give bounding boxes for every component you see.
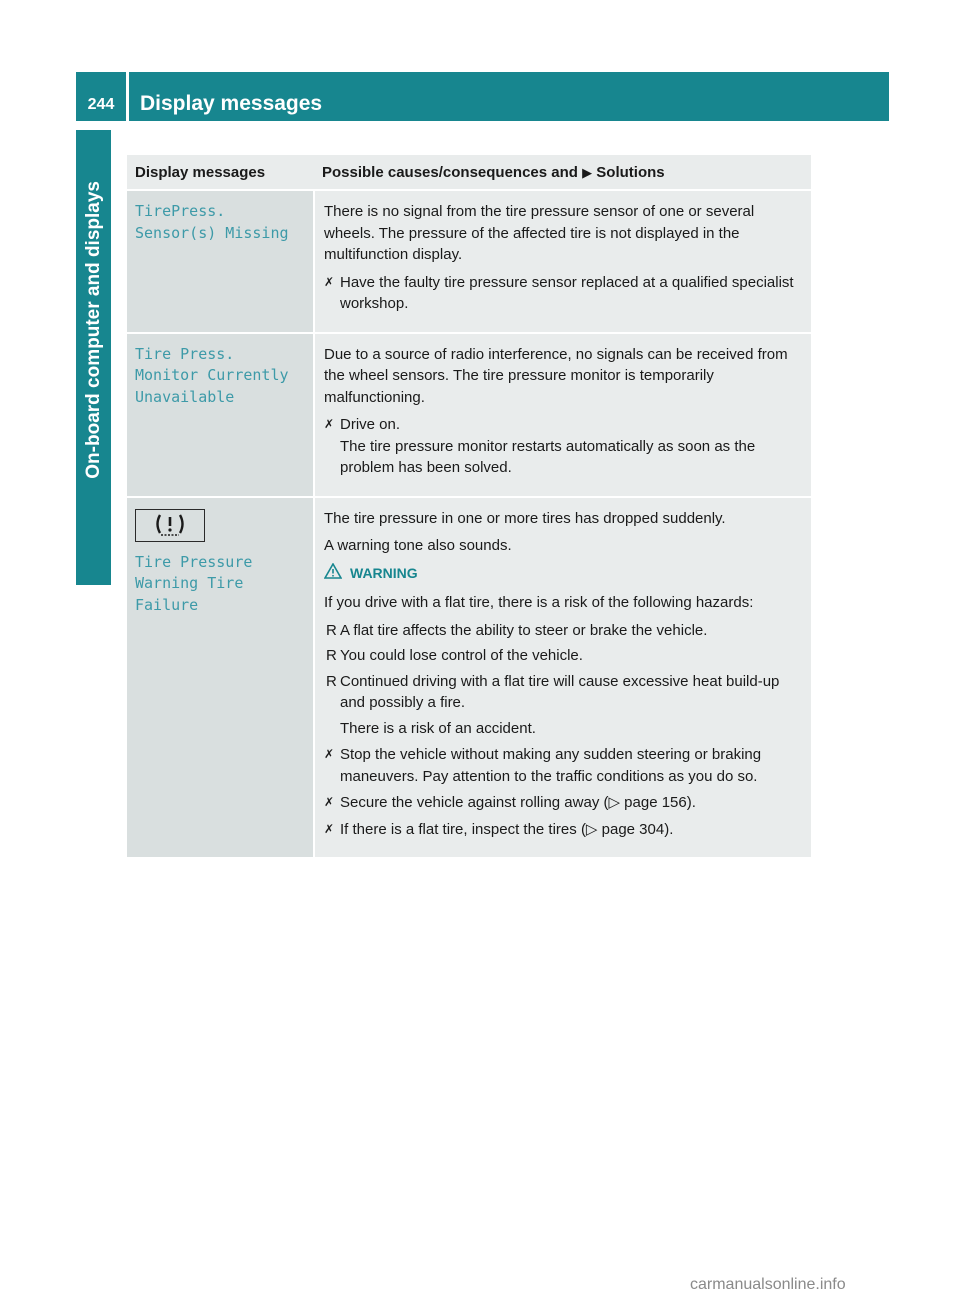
page-number: 244	[87, 96, 115, 113]
column-header-solutions	[314, 155, 811, 190]
bullet-text: A flat tire affects the ability to steer or brake the vehicle.	[340, 621, 708, 639]
step-text: Secure the vehicle against rolling away (▷ page 156).	[340, 794, 696, 811]
step-arrow-icon: ✗	[324, 821, 335, 836]
description-text: The tire pressure in one or more tires has dropped suddenly.	[324, 509, 726, 527]
page-header	[76, 72, 889, 121]
table-row	[127, 497, 811, 859]
message-description-cell	[314, 190, 811, 333]
side-tab-label: On-board computer and displays	[82, 181, 104, 479]
tire-pressure-warning-icon	[135, 509, 205, 542]
column-header-causes: Possible causes/consequences and	[322, 164, 578, 181]
message-code-cell	[127, 190, 314, 333]
solution-step	[324, 272, 805, 315]
bullet-marker: R	[326, 647, 337, 664]
hazard-bullet	[324, 620, 805, 642]
description-text: There is no signal from the tire pressure sensor of one or several wheels. The pressure of the affected tire is not displayed in the multifunction display.	[324, 203, 755, 263]
message-code-cell	[127, 497, 314, 859]
risk-text: There is a risk of an accident.	[340, 719, 536, 737]
step-arrow-icon: ✗	[324, 417, 335, 431]
message-description-cell	[314, 333, 811, 497]
hazard-bullet	[324, 671, 805, 714]
solution-step	[324, 792, 805, 814]
column-header-display-messages: Display messages	[127, 155, 314, 190]
warning-heading	[324, 563, 805, 586]
header-divider	[126, 72, 129, 121]
page-title: Display messages	[140, 92, 323, 115]
bullet-text: Continued driving with a flat tire will cause excessive heat build-up and possibly a fire.	[340, 672, 780, 711]
bullet-marker: R	[326, 672, 337, 690]
watermark: carmanualsonline.info	[690, 1276, 846, 1293]
message-description-cell	[314, 497, 811, 859]
solution-step	[324, 819, 805, 841]
step-text: If there is a flat tire, inspect the tires (▷ page 304).	[340, 820, 674, 838]
message-code: TirePress. Sensor(s) Missing	[135, 202, 289, 242]
hazard-bullet	[324, 645, 805, 667]
message-code: Tire Pressure Warning Tire Failure	[135, 552, 253, 614]
description-text: A warning tone also sounds.	[324, 537, 512, 554]
solutions-arrow-icon: ▶	[582, 165, 593, 180]
step-result-text: The tire pressure monitor restarts automatically as soon as the problem has been solved.	[340, 437, 756, 476]
message-code-cell	[127, 333, 314, 497]
step-text: Drive on.	[340, 416, 401, 433]
step-arrow-icon: ✗	[324, 795, 335, 809]
bullet-marker: R	[326, 621, 337, 639]
solution-step	[324, 744, 805, 787]
description-text: Due to a source of radio interference, no signals can be received from the wheel sensors. The tire pressure monitor is temporarily malfunctioning.	[324, 345, 788, 406]
step-arrow-icon: ✗	[324, 747, 335, 761]
column-header-solutions-label: Solutions	[596, 164, 665, 181]
table-row	[127, 190, 811, 333]
step-arrow-icon: ✗	[324, 274, 335, 289]
side-tab-label-wrap	[76, 130, 111, 530]
table-row	[127, 333, 811, 497]
display-messages-table	[127, 155, 811, 859]
step-text: Have the faulty tire pressure sensor replaced at a qualified specialist workshop.	[340, 273, 794, 312]
message-code: Tire Press. Monitor Currently Unavailable	[135, 344, 289, 406]
bullet-text: You could lose control of the vehicle.	[340, 647, 583, 664]
warning-label: WARNING	[350, 565, 418, 581]
warning-triangle-icon	[324, 563, 342, 586]
solution-step	[324, 414, 805, 479]
step-text: Stop the vehicle without making any sudden steering or braking maneuvers. Pay attention to the traffic conditions as you do so.	[340, 746, 762, 785]
warning-text: If you drive with a flat tire, there is a risk of the following hazards:	[324, 594, 754, 611]
